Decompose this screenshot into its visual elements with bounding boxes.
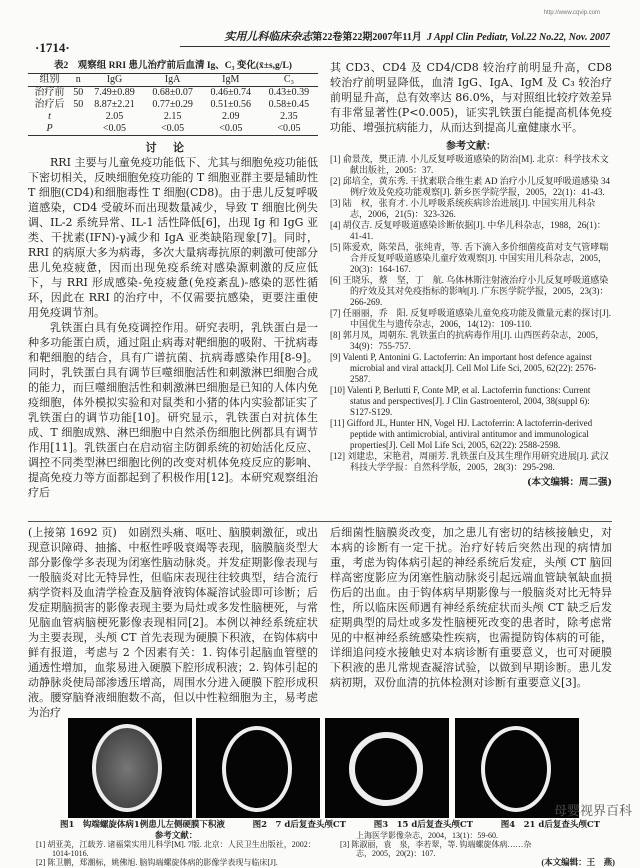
table-caption: 表2 观察组 RRI 患儿治疗前后血清 Ig、C₃ 变化(x̄±s,g/L) [54,61,292,71]
reference-item: [4] 胡仪吉. 反复呼吸道感染诊断依据[J]. 中华儿科杂志，1988，26(1)：41-41. [330,220,606,241]
cell: <0.05 [161,123,185,134]
reference-item: [5] 陈爱欢，陈荣昌，张纯青，等. 舌下滴入多价细菌疫苗对支气管哮喘合并反复呼吸道感染儿童疗效观察[J]. 中国实用儿科杂志，2005，20(3)：164-167. [330,242,609,274]
divider [28,521,612,522]
paragraph: RRI 主要与儿童免疫功能低下、尤其与细胞免疫功能低下密切相关，反映细胞免疫功能的 T 细胞亚群主要是辅助性 T 细胞(CD4)和细胞毒性 T 细胞(CD8)。由于患儿反复呼吸道感染，CD4 受破坏而出现数量减少，导致 T 细胞比例失调、IL-2 系统异常、IL-1 活性降低[6]，出现 Ig 和 IgG 亚类、干扰素(IFN)-γ减少和 IgA 亚类缺陷现象[7]。同时，RRI 的病原大多为病毒，多次大量病毒抗原的刺激可使部分患儿免疫疲惫，因而出现免疫系统对感染源刺激的反应低下，与 RRI 形成感染-免疫疲惫(免疫紊乱)-感染的恶性循环，因此在 RRI 的治疗中，不仅需要抗感染，更要注重使用免疫调节剂。 [28,156,318,319]
cell: 50 [73,87,84,98]
ct-image-2 [196,718,320,818]
cell: 0.51±0.56 [210,99,251,110]
reference-item: [2] 陈卫鹏，郑潮标，姚佛旭. 脑钩端螺旋体病的影像学表现与临床[J]. [36,858,278,867]
reference-item: [10] Valenti P, Berlutti F, Conte MP, et al. Lactoferrin functions: Current status and perspectives[J]. J Clin Gastroenterol, 2004, 38(suppl 6): S127-S129. [330,385,591,417]
reference-item: [1] 胡亚美，江载芳. 诸福棠实用儿科学[M]. 7版. 北京：人民卫生出版社，2002：1014-1016. [36,840,316,858]
cell: 7.49±0.89 [94,87,135,98]
continued-from: (上接第 1692 页) [28,526,117,539]
cell: 0.58±0.45 [268,99,310,110]
journal-logo: 实用儿科临床杂志 [224,31,313,43]
table-row [28,87,318,100]
running-header [180,28,610,47]
reference-item: [11] Gifford JL, Hunter HN, Vogel HJ. Lactoferrin: A lactoferrin-derived peptide with antimicrobial, antiviral antitumor and immunological properties[J]. Cell Mol Life Sci, 2005, 62(22): 2588-2598. [330,418,593,450]
reference-item: [9] Valenti P, Antonini G. Lactoferrin: An important host defence against microbial and viral attack[J]. Cell Mol Life Sci, 2005, 62(22): 2576-2587. [330,352,597,384]
reference-item: [3] 陈淑丽，袁 泉，李若翠，等. 钩端螺旋体病……杂志，2005，20(2)：107. [340,840,532,858]
issue-cn: 第22卷第22期2007年11月 [312,32,422,43]
cell: 0.46±0.74 [210,87,251,98]
col-header: C₃ [260,74,318,87]
ct-image-1 [68,718,192,818]
cell: <0.05 [219,123,243,134]
cell: P [46,123,53,134]
cell: t [48,111,51,122]
col-header: IgA [144,74,202,87]
cell: 0.77±0.29 [152,99,193,110]
figure-captions [60,820,600,830]
cell: <0.05 [277,123,301,134]
cell: <0.05 [102,123,127,134]
reference-item: [8] 郭月凤，周朝东. 乳铁蛋白的抗病毒作用[J]. 山西医药杂志，2005，34(9)：755-757. [330,330,605,351]
cell: 0.68±0.07 [152,87,193,98]
right-column [330,60,612,489]
reference-item: [2] 邱培全，黄东秀. 干扰素联合维生素 AD 治疗小儿反复呼吸道感染 34 例疗效及免疫功能观察[J]. 新乡医学院学报，2005，22(1)：41-43. [330,176,610,197]
paragraph: 乳铁蛋白具有免疫调控作用。研究表明，乳铁蛋白是一种多功能蛋白质，通过阻止病毒对靶细胞的吸附、干扰病毒和靶细胞的结合，具有广谱抗菌、抗病毒感染作用[8-9]。同时，乳铁蛋白具有调节巨噬细胞活性和刺激淋巴细胞合成的能力，而巨噬细胞活性和刺激淋巴细胞是已知的人体内免疫细胞，体外模拟实验和对鼠类和小猪的体内实验都证实了乳铁蛋白的调节功能[10]。研究显示，乳铁蛋白对抗体生成、T 细胞成熟、淋巴细胞中自然杀伤细胞比例都具有调节作用[11]。乳铁蛋白在启动宿主防御系统的初始活化反应、调控不同类型淋巴细胞比例的改变对机体免疫反应的影响、提高免疫力等方面都起到了积极作用[12]。本研究观察组治疗后 [28,321,318,499]
article2-right-column [330,525,612,690]
watermark: 母婴视界百科 [553,804,632,819]
cell: 治疗前 [34,87,65,98]
article2-references-right [340,831,540,858]
reference-continuation: 上海医学影像杂志，2004，13(1)：59-60. [356,831,498,840]
editor-note: (本文编辑：王 燕) [541,857,615,867]
reference-item: [3] 陆 权，张育才. 小儿呼吸系统疾病诊治进展[J]. 中国实用儿科杂志，2006，21(5)：323-326. [330,198,596,219]
cell: 0.43±0.39 [268,87,310,98]
reference-item: [6] 王晓乐，蔡 坚，丁 航. 乌体林斯注射液治疗小儿反复呼吸道感染的疗效及其对免疫指标的影响[J]. 广东医学院学报，2005，23(3)：266-269. [330,275,609,307]
page-number: ·1714· [35,40,70,55]
data-table [28,73,318,136]
source-url: http://www.cqvip.com [543,10,600,16]
cell: 2.05 [105,111,124,122]
figure-caption: 图3 15 d后复查头颅CT [373,820,473,830]
cell: 2.09 [222,111,240,122]
text: 如剧烈头痛、呕吐、脑膜刺激征，或出现意识障碍、抽搐、中枢性呼吸衰竭等表现，脑膜脑炎型大部分影像学多表现为闭塞性脑动脉炎。并发症期影像表现与一般脑炎对比无特异性，但临床表现往往较典型，结合流行病学资料及血清学检查及脑脊液钩体凝溶试验即可诊断；后发症期脑损害的影像表现主要为局灶或多发性脑梗死，与常见脑血管病脑梗死影像表现相同[2]。本例以神经系统症状为主要表现，头颅 CT 首先表现为硬膜下积液，在钩体病中鲜有报道，考虑与 2 个因素有关：1. 钩体引起脑血管壁的通透性增加，血浆易进入硬膜下腔形成积液；2. 钩体引起的动静脉炎使局部渗透压增高，周围水分进入硬膜下腔形成积液。腰穿脑脊液细胞数不高，但以中性粒细胞为主，易考虑为治疗 [28,526,319,719]
paragraph: 后细菌性脑膜炎改变，加之患儿有密切的结核接触史，对本病的诊断有一定干扰。治疗好转后突然出现的病情加重，考虑为钩体病引起的神经系统后发症，头颅 CT 脑回样高密度影应为闭塞性脑动脉炎引起远端血管缺氧缺血损伤后的出血。由于钩体病早期影像与一般脑炎对比无特异性，所以临床医师遇有神经系统症状而头颅 CT 缺乏后发症期典型的局灶或多发性脑梗死改变的患者时，除考虑常见的中枢神经系统感染性疾病，也需提防钩体病的可能，详细追问疫水接触史对本病诊断有重要意义，也可对硬膜下积液的患儿常规查凝溶试验，以做到早期诊断。患儿发病初期，双份血清的抗体检测对诊断有重要意义[3]。 [330,526,612,689]
article2-references-left [36,831,316,867]
figure-caption: 图2 7 d后复查头颅CT [252,820,346,830]
reference-item: [7] 任丽丽，乔 阳. 反复呼吸道感染儿童免疫功能及微量元素的探讨[J]. 中国优生与遗传杂志，2006，14(12)：109-110. [330,308,611,329]
editor-note: (本文编辑：周二强) [527,477,612,488]
table-row [28,111,318,123]
discussion-left-column [28,140,318,500]
ct-image-3 [325,718,449,818]
article2-editor-box [540,858,615,867]
cell [71,123,85,136]
table-row [28,99,318,111]
table-row [28,123,318,136]
paragraph [28,525,318,720]
paragraph: 其 CD3、CD4 及 CD4/CD8 较治疗前明显升高，CD8 较治疗前明显降低，血清 IgG、IgA、IgM 及 C₃ 较治疗前明显升高，总有效率达 86.0%，与对照组比较疗效差异有非常显著性(P<0.005)，证实乳铁蛋白能提高机体免疫功能、增强抗病能力，从而达到提高儿童健康水平。 [330,61,612,134]
reference-list [330,154,612,473]
references-heading: 参考文献： [446,141,496,152]
cell: 8.87±2.21 [94,99,135,110]
col-header: n [71,74,85,87]
references-heading: 参考文献： [154,830,198,840]
col-header: IgM [202,74,260,87]
reference-item: [12] 刘建忠，宋艳君，周丽芳. 乳铁蛋白及其生理作用研究进展[J]. 武汉科技大学学报：自然科学版，2005，28(3)：295-298. [330,451,609,472]
reference-item: [1] 俞景茂，樊正清. 小儿反复呼吸道感染的防治[M]. 北京：科学技术文献出版社，2005：37. [330,154,609,175]
discussion-heading: 讨论 [145,141,201,154]
col-header: IgG [85,74,143,87]
figure-caption: 图1 钩端螺旋体病1例患儿左侧硬膜下积液 [60,820,225,830]
cell: 2.15 [163,111,182,122]
journal-en: J Appl Clin Pediatr, Vol.22 No.22, Nov. 2007 [426,32,610,43]
cell: 治疗后 [34,99,65,110]
col-header: 组别 [28,74,71,87]
article2-left-column [28,525,318,720]
table-2 [28,60,318,136]
cell [71,111,85,123]
cell: 2.35 [280,111,298,122]
figure-caption: 图4 21 d后复查头颅CT [500,820,600,830]
cell: 50 [73,99,84,110]
